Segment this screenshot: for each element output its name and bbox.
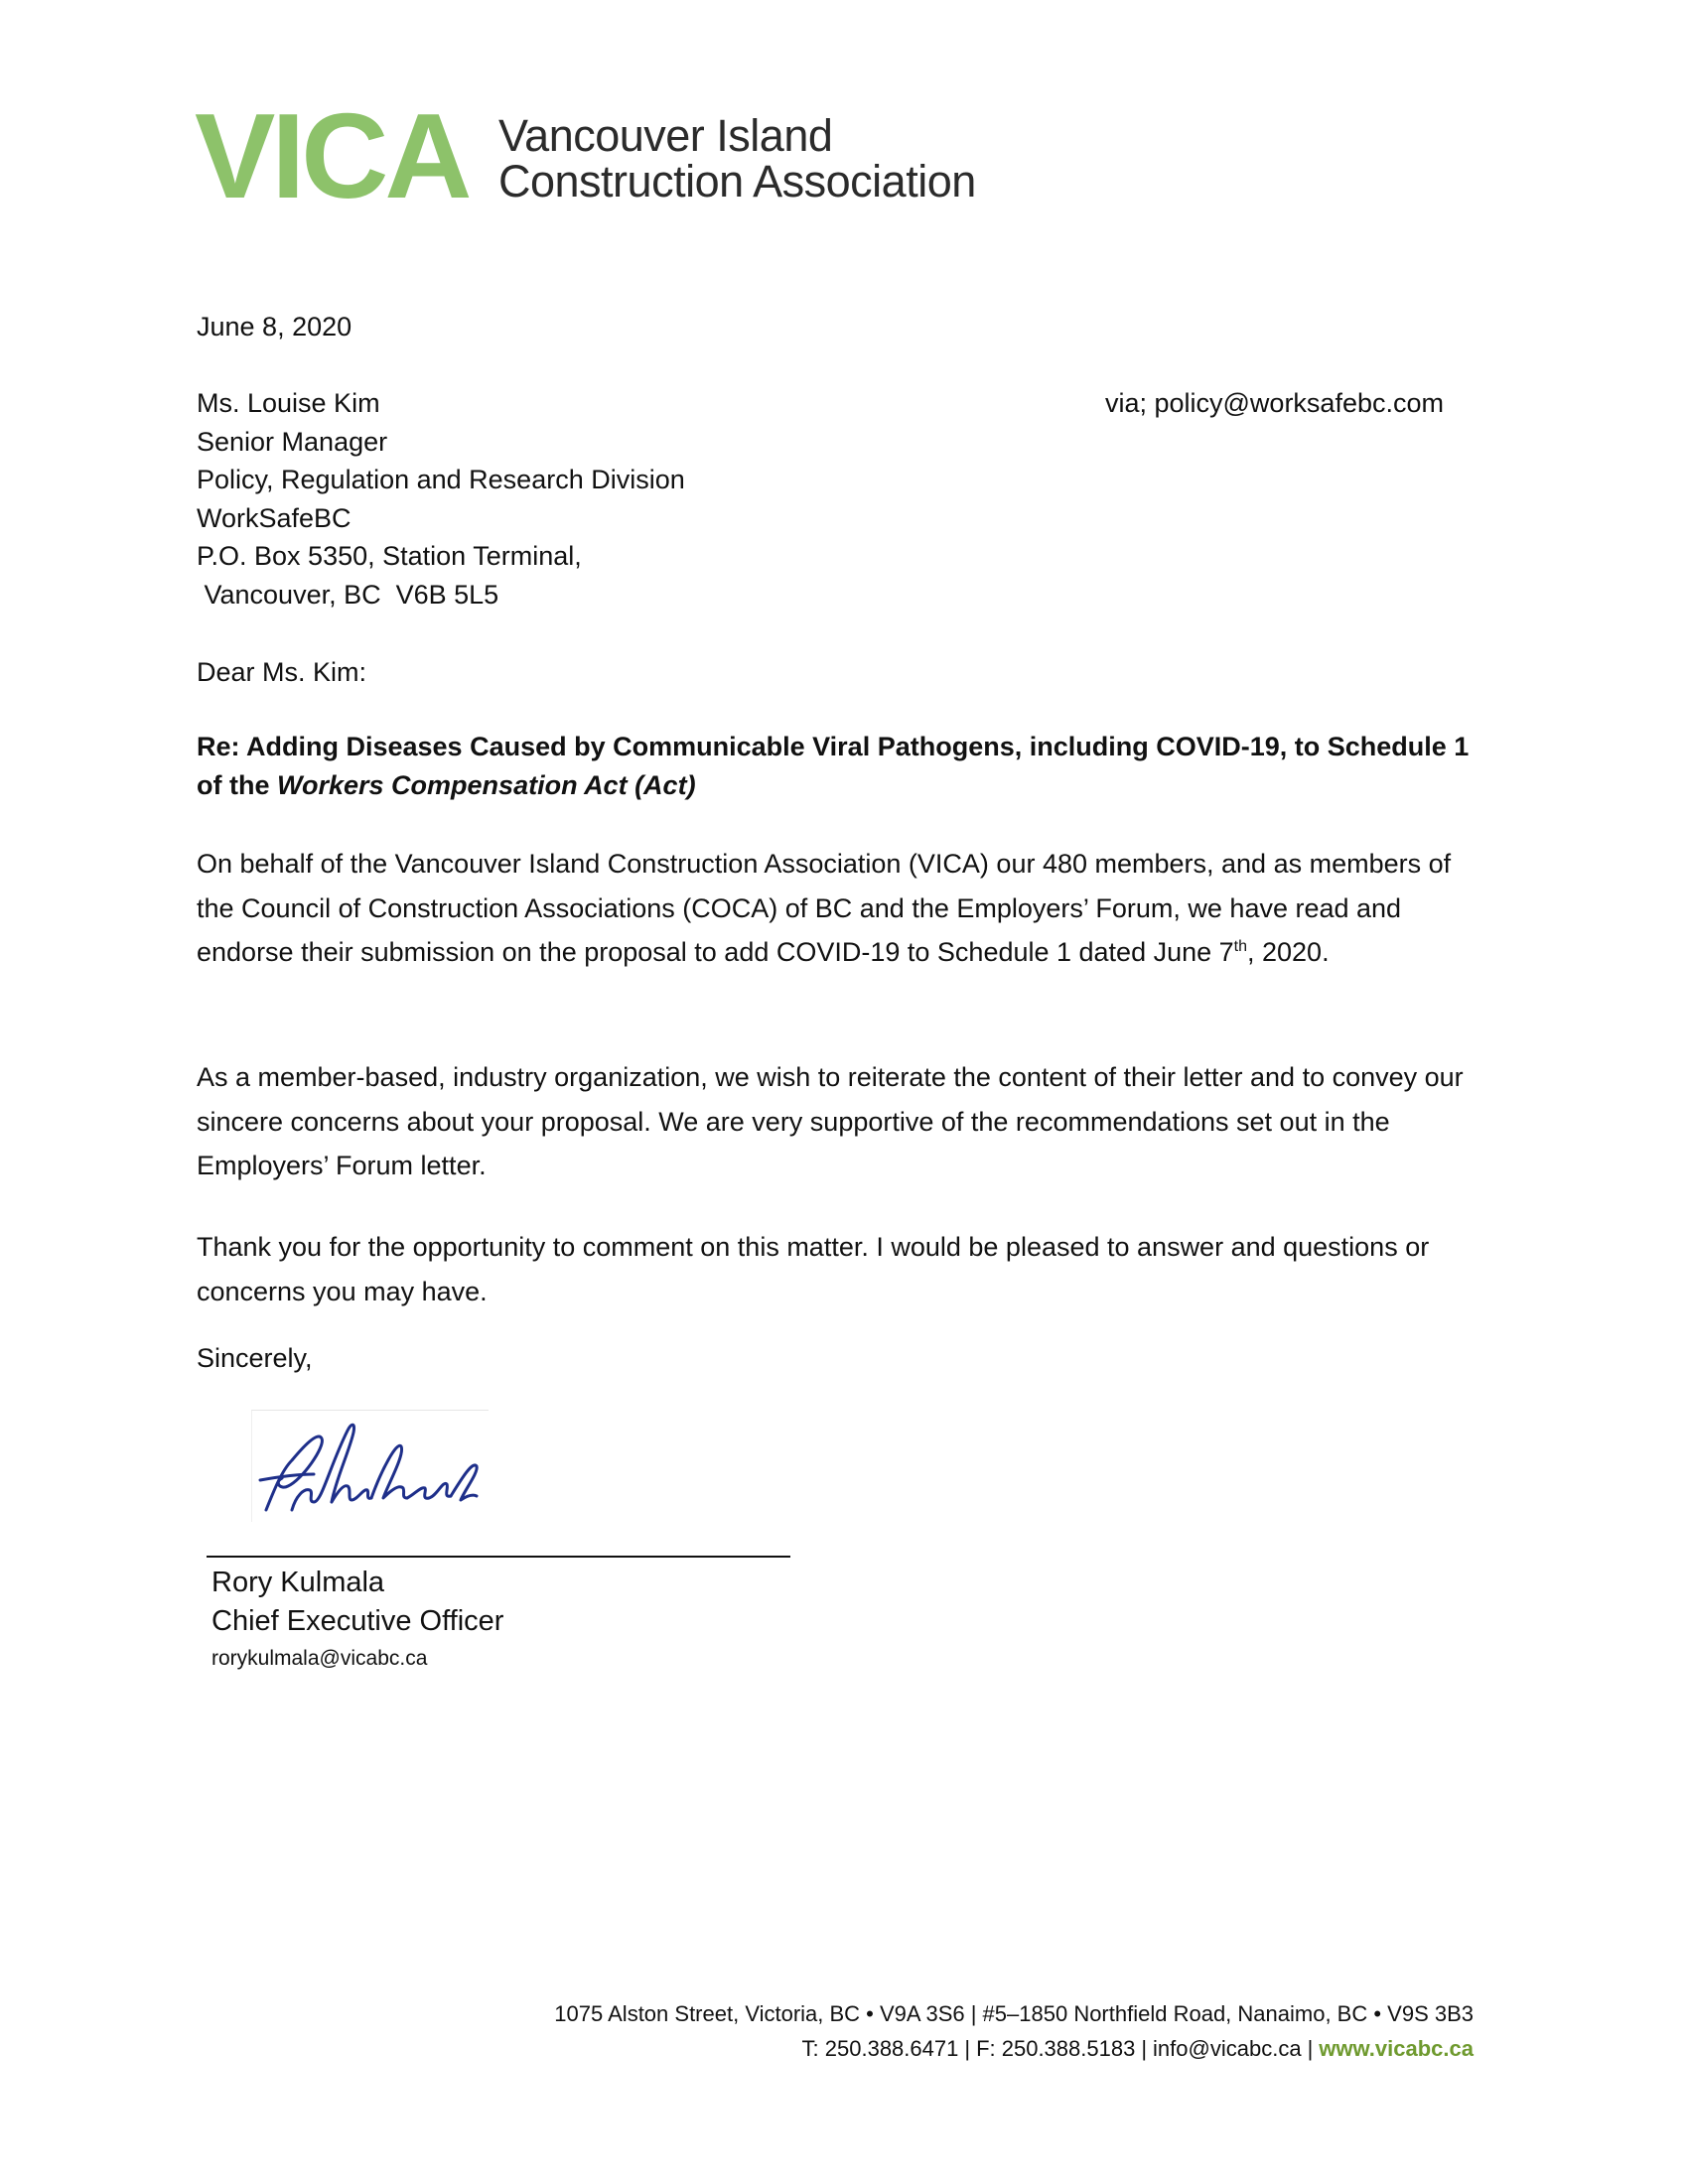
subject-act-title: Workers Compensation Act (Act) bbox=[277, 770, 696, 800]
recipient-line: Ms. Louise Kim bbox=[197, 388, 380, 418]
footer-phone: T: 250.388.6471 bbox=[801, 2036, 959, 2061]
vica-logo-mark: VICA bbox=[195, 88, 469, 223]
recipient-line: Policy, Regulation and Research Division bbox=[197, 465, 685, 494]
subject-text: Re: Adding Diseases Caused by Communicable Viral Pathogens, including COVID-19, to Schedule 1 of the bbox=[197, 732, 1470, 800]
paragraph-endorsement bbox=[197, 842, 1477, 975]
signatory-title: Chief Executive Officer bbox=[211, 1605, 504, 1637]
footer-email[interactable]: info@vicabc.ca bbox=[1153, 2036, 1302, 2061]
closing: Sincerely, bbox=[197, 1343, 313, 1373]
paragraph-thanks bbox=[197, 1225, 1477, 1313]
footer-addresses: 1075 Alston Street, Victoria, BC • V9A 3S6 | #5–1850 Northfield Road, Nanaimo, BC • V9S 3B3 bbox=[554, 2001, 1474, 2026]
paragraph-text: , 2020. bbox=[1247, 937, 1330, 967]
footer-fax: F: 250.388.5183 bbox=[976, 2036, 1136, 2061]
paragraph-concerns bbox=[197, 1055, 1477, 1188]
paragraph-text: On behalf of the Vancouver Island Construction Association (VICA) our 480 members, and as members of the Council of Construction Associations (COCA) of BC and the Employers’ Forum, we have read and endorse their submission on the proposal to add COVID-19 to Schedule 1 dated June 7 bbox=[197, 849, 1452, 967]
paragraph-text: Thank you for the opportunity to comment on this matter. I would be pleased to answer and questions or concerns you may have. bbox=[197, 1232, 1430, 1306]
recipient-line: P.O. Box 5350, Station Terminal, bbox=[197, 541, 582, 571]
signatory-name: Rory Kulmala bbox=[211, 1567, 385, 1598]
org-name-line2: Construction Association bbox=[498, 156, 976, 206]
paragraph-text: As a member-based, industry organization, we wish to reiterate the content of their letter and to convey our sincere concerns about your proposal. We are very supportive of the recommendations set out in the Employers’ Forum letter. bbox=[197, 1062, 1464, 1180]
letter-date: June 8, 2020 bbox=[197, 312, 352, 341]
delivery-via-email[interactable]: via; policy@worksafebc.com bbox=[1104, 388, 1444, 418]
footer-contact bbox=[802, 2036, 1474, 2062]
footer-separator: | bbox=[1307, 2036, 1314, 2061]
handwritten-signature-icon bbox=[252, 1411, 489, 1522]
salutation: Dear Ms. Kim: bbox=[197, 657, 367, 687]
recipient-line: Vancouver, BC V6B 5L5 bbox=[197, 580, 499, 610]
footer-separator: | bbox=[1141, 2036, 1148, 2061]
signatory-email[interactable]: rorykulmala@vicabc.ca bbox=[211, 1647, 428, 1670]
signature-line bbox=[207, 1556, 790, 1558]
footer-website-link[interactable]: www.vicabc.ca bbox=[1319, 2036, 1474, 2061]
recipient-line: Senior Manager bbox=[197, 427, 388, 457]
subject-line bbox=[197, 728, 1487, 805]
recipient-line: WorkSafeBC bbox=[197, 503, 352, 533]
ordinal-suffix: th bbox=[1233, 938, 1247, 955]
signature-image bbox=[251, 1410, 489, 1522]
org-name-line1: Vancouver Island bbox=[498, 110, 833, 161]
footer-separator: | bbox=[964, 2036, 971, 2061]
